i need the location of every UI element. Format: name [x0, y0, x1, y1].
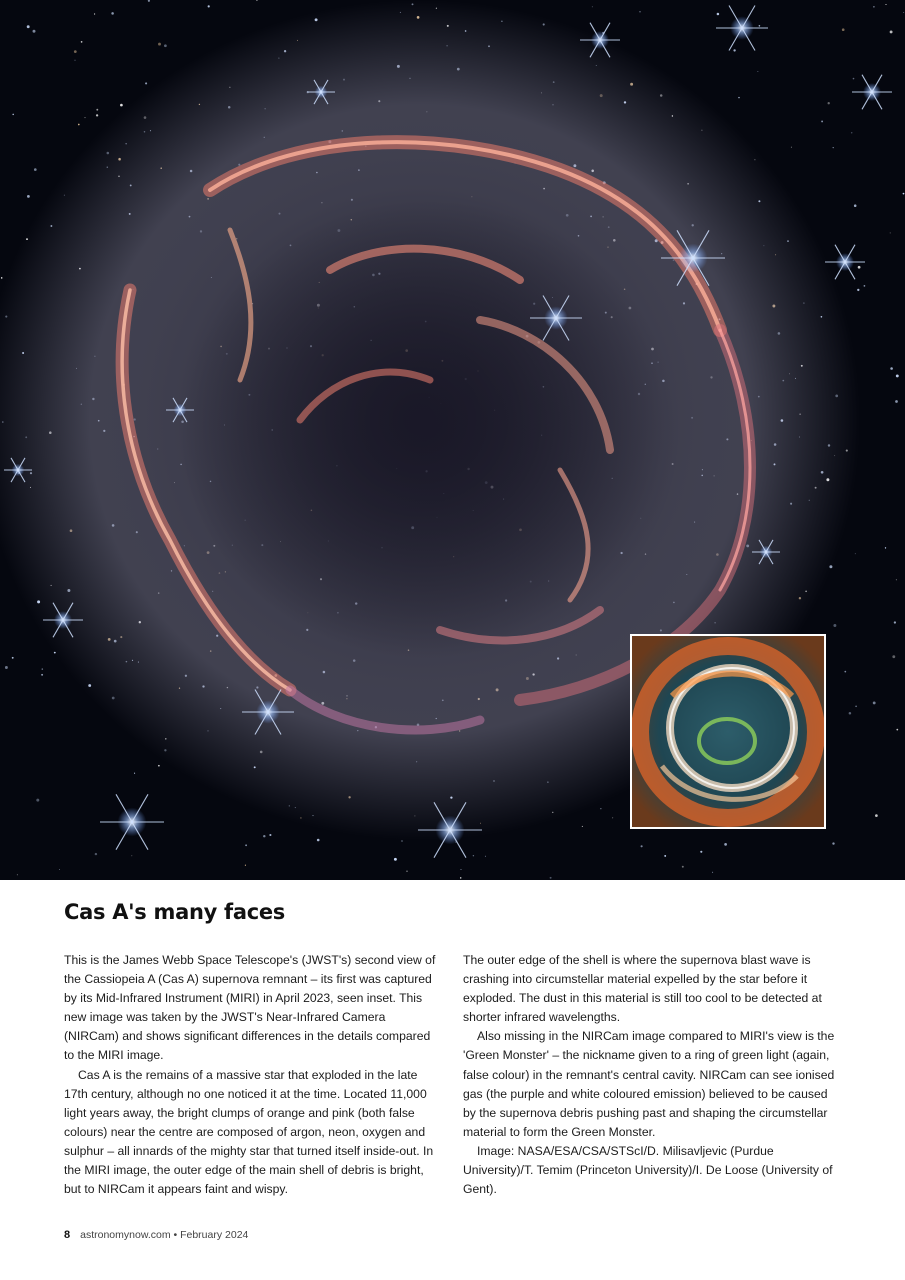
page-footer: [64, 1229, 248, 1241]
miri-inset-image: [630, 634, 826, 829]
paragraph: This is the James Webb Space Telescope's (JWST's) second view of the Cassiopeia A (Cas A) supernova remnant – its first was captured by its Mid-Infrared Instrument (MIRI) in April 2023, seen inset. This new image was taken by the JWST's Near-Infrared Camera (NIRCam) and shows significant differences in the details compared to the MIRI image.: [64, 953, 436, 1063]
article-title: Cas A's many faces: [64, 900, 285, 924]
page-number: 8: [64, 1229, 71, 1241]
article-column-right: [463, 951, 837, 1199]
article-column-left: [64, 951, 438, 1199]
paragraph: Cas A is the remains of a massive star that exploded in the late 17th century, although no one noticed it at the time. Located 11,000 light years away, the bright clumps of orange and pink (both false colours) near the centre are composed of argon, neon, oxygen and sulphur – all innards of the mighty star that turned itself inside-out. In the MIRI image, the outer edge of the main shell of debris is bright, but to NIRCam it appears faint and wispy.: [64, 1067, 434, 1197]
paragraph: The outer edge of the shell is where the supernova blast wave is crashing into circumstellar material expelled by the star before it exploded. The dust in this material is still too cool to be detected at shorter infrared wavelengths.: [463, 953, 822, 1025]
image-credit: Image: NASA/ESA/CSA/STScI/D. Milisavljevic (Purdue University)/T. Temim (Princeton University)/I. De Loose (University of Gent).: [463, 1143, 833, 1197]
paragraph: Also missing in the NIRCam image compared to MIRI's view is the 'Green Monster' – the nickname given to a ring of green light (again, false colour) in the remnant's central cavity. NIRCam can see ionised gas (the purple and white coloured emission) believed to be caused by the supernova debris pushing past and shaping the circumstellar material to form the Green Monster.: [463, 1029, 835, 1139]
publication-source: astronomynow.com • February 2024: [80, 1229, 249, 1241]
inset-graphic: [632, 636, 824, 827]
